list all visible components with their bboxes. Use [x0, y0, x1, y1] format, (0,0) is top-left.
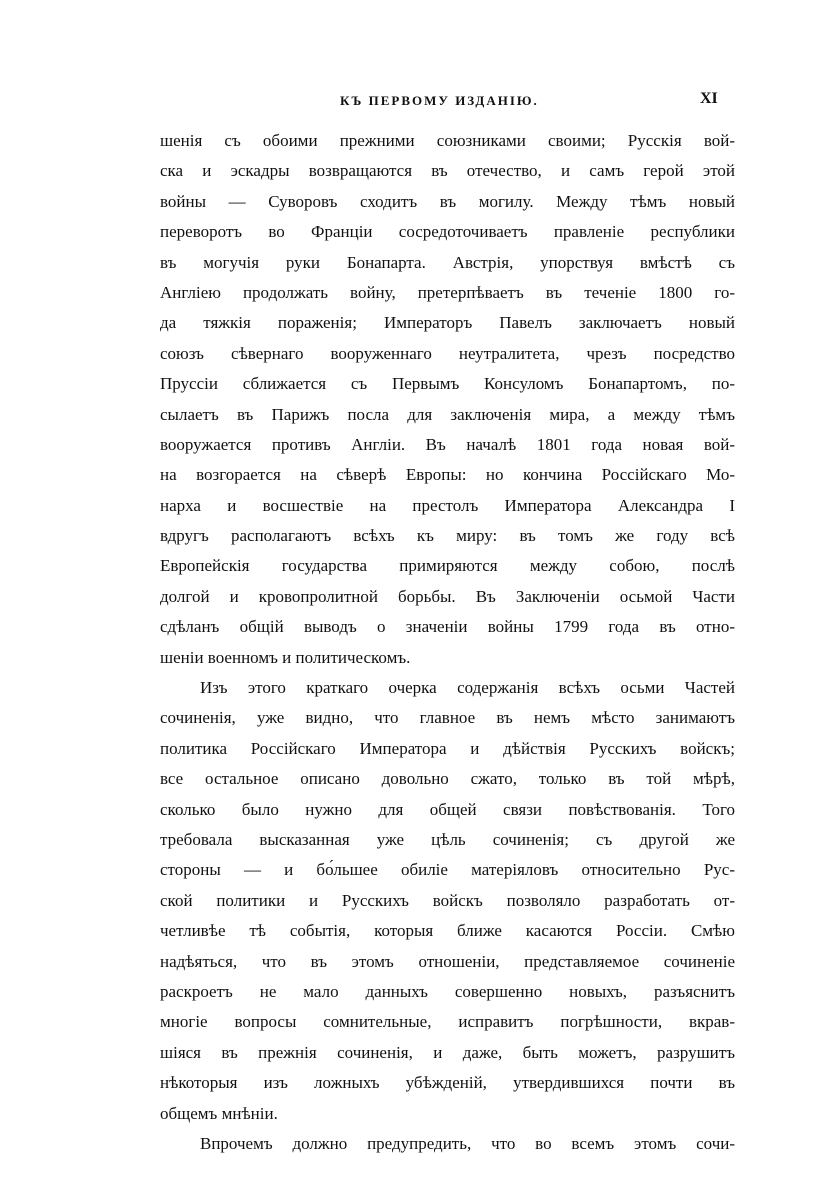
text-line: сколько было нужно для общей связи повѣствованія. Того [160, 799, 735, 819]
text-line: войны — Суворовъ сходитъ въ могилу. Между тѣмъ новый [160, 191, 735, 211]
text-line: на возгорается на сѣверѣ Европы: но кончина Россійскаго Мо- [160, 465, 735, 485]
text-line: стороны — и бо́льшее обиліе матеріяловъ относительно Рус- [160, 860, 735, 880]
text-line: Англіею продолжать войну, претерпѣваетъ въ теченіе 1800 го- [160, 282, 735, 302]
text-line: шенія съ обоими прежними союзниками своими; Русскія вой- [160, 131, 735, 150]
text-line: нарха и восшествіе на престолъ Императора Александра I [160, 495, 735, 515]
text-line: сдѣланъ общій выводъ о значеніи войны 1799 года въ отно- [160, 617, 735, 637]
text-line: переворотъ во Франціи сосредоточиваетъ правленіе республики [160, 222, 735, 242]
text-line: вооружается противъ Англіи. Въ началѣ 1801 года новая вой- [160, 434, 735, 454]
text-line: вдругъ располагаютъ всѣхъ къ миру: въ томъ же году всѣ [160, 526, 735, 546]
text-line: надѣяться, что въ этомъ отношеніи, представляемое сочиненіе [160, 951, 735, 971]
paragraph-end-line: общемъ мнѣніи. [160, 1103, 278, 1123]
text-line: нѣкоторыя изъ ложныхъ убѣжденій, утвердившихся почти въ [160, 1073, 735, 1093]
text-line: Европейскія государства примиряются между собою, послѣ [160, 556, 735, 576]
text-line: союзъ сѣвернаго вооруженнаго неутралитета, чрезъ посредство [160, 343, 735, 363]
paragraph-end-line: шеніи военномъ и политическомъ. [160, 647, 411, 667]
text-line: да тяжкія пораженія; Императоръ Павелъ заключаетъ новый [160, 313, 735, 333]
text-line: сылаетъ въ Парижъ посла для заключенія мира, а между тѣмъ [160, 404, 735, 424]
text-line: въ могучія руки Бонапарта. Австрія, упорствуя вмѣстѣ съ [160, 252, 735, 272]
text-line: политика Россійскаго Императора и дѣйствія Русскихъ войскъ; [160, 738, 735, 758]
text-line: долгой и кровопролитной борьбы. Въ Заключеніи осьмой Части [160, 586, 735, 606]
paragraph-start-line: Впрочемъ должно предупредить, что во всемъ этомъ сочи- [200, 1133, 735, 1153]
text-line: ска и эскадры возвращаются въ отечество, и самъ герой этой [160, 161, 735, 181]
text-line: раскроетъ не мало данныхъ совершенно новыхъ, разъяснитъ [160, 981, 735, 1001]
text-line: Пруссіи сближается съ Первымъ Консуломъ Бонапартомъ, по- [160, 374, 735, 394]
text-line: ской политики и Русскихъ войскъ позволяло разработать от- [160, 890, 735, 910]
text-line: многіе вопросы сомнительные, исправитъ погрѣшности, вкрав- [160, 1012, 735, 1032]
paragraph-start-line: Изъ этого краткаго очерка содержанія всѣхъ осьми Частей [200, 678, 735, 698]
text-line: требовала высказанная уже цѣль сочиненія; съ другой же [160, 829, 735, 849]
running-title: КЪ ПЕРВОМУ ИЗДАНІЮ. [340, 93, 539, 108]
text-line: шіяся въ прежнія сочиненія, и даже, быть можетъ, разрушитъ [160, 1042, 735, 1062]
body-text [160, 126, 735, 1159]
page-number: XI [700, 90, 718, 107]
text-line: все остальное описано довольно сжато, только въ той мѣрѣ, [160, 769, 735, 789]
text-line: сочиненія, уже видно, что главное въ немъ мѣсто занимаютъ [160, 708, 735, 728]
text-line: четливѣе тѣ событія, которыя ближе касаются Россіи. Смѣю [160, 921, 735, 941]
